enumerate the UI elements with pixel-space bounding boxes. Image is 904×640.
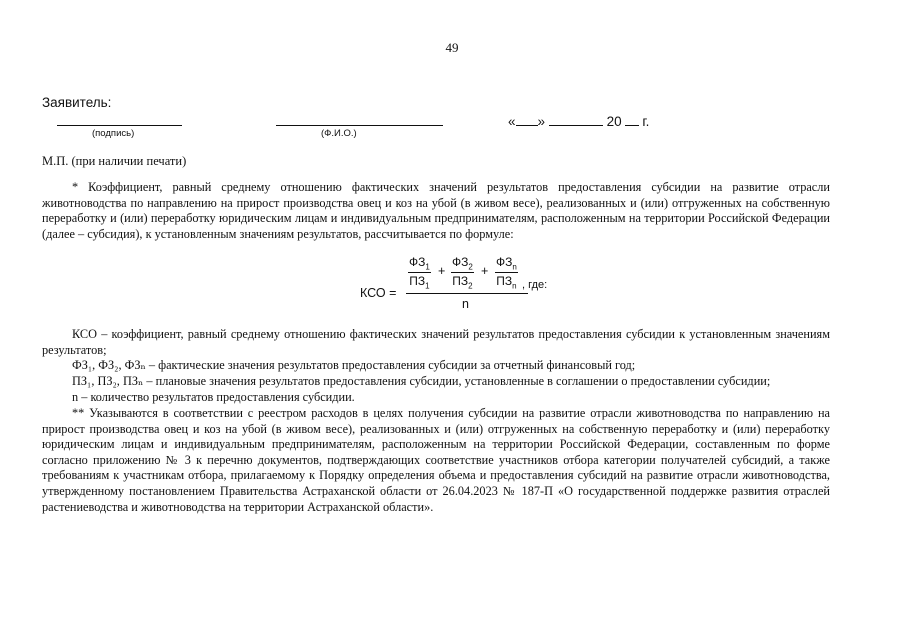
kso-definition: КСО – коэффициент, равный среднему отношению фактических значений результатов предоставления субсидии к установленным значениям результатов;: [42, 327, 830, 357]
n-definition: n – количество результатов предоставления субсидии.: [72, 390, 355, 404]
fraction-n-numerator: $ФЗ_n$: [496, 255, 517, 272]
formula-main-denominator: n: [462, 297, 469, 311]
formula-fraction-n: [495, 255, 518, 291]
pz-definition: ПЗ₁, ПЗ₂, ПЗₙ – плановые значения результатов предоставления субсидии, установленные в соглашении о предоставлении субсидии;: [72, 374, 771, 388]
name-caption: (Ф.И.О.): [321, 128, 357, 139]
page-number: 49: [445, 40, 459, 55]
fraction-2-numerator: $ФЗ_2$: [452, 255, 473, 272]
signature-caption: (подпись): [92, 128, 135, 139]
date-field: [508, 113, 649, 129]
fraction-n-denominator: $ПЗ_n$: [496, 274, 517, 291]
date-open-quote: «: [508, 114, 516, 129]
formula-main-fraction-bar: [406, 293, 528, 294]
footnote-coefficient-definition: * Коэффициент, равный среднему отношению фактических значений результатов предоставления субсидии на развитие отрасли животноводства по направлению на прирост производства овец и коз на убой (в живом весе), реализованных и (или) отгруженных на собственную переработку и (или) переработку юридическим лицам и индивидуальным предпринимателям, расположенным на территории Российской Федерации (далее – субсидия), к установленным значениям результатов, рассчитывается по формуле:: [42, 180, 830, 241]
formula-plus-1: +: [438, 264, 446, 278]
fraction-1-numerator: $ФЗ_1$: [409, 255, 430, 272]
date-year-suffix: г.: [642, 114, 650, 129]
date-close-quote: »: [537, 114, 546, 129]
kso-formula: [360, 255, 580, 317]
fraction-2-denominator: $ПЗ_2$: [452, 274, 473, 291]
signature-line: [57, 125, 182, 126]
footnote-registry-note: ** Указываются в соответствии с реестром расходов в целях получения субсидии на развитие отрасли животноводства по направлению на прирост производства овец и коз на убой (в живом весе), реализованных и (или) отгруженных на собственную переработку и (или) переработку юридическим лицам и индивидуальным предпринимателям, расположенным на территории Российской Федерации, составленным по форме согласно приложению № 3 к перечню документов, подтверждающих соответствие участников отбора категории получателей субсидий, а также требованиям к участникам отбора, прилагаемому к Порядку определения объема и предоставления субсидий на развитие отрасли животноводства, утвержденному постановлением Правительства Астраханской области от 26.04.2023 № 187-П «О государственной поддержке развития отраслей растениеводства и животноводства на территории Астраханской области».: [42, 406, 830, 514]
stamp-note: М.П. (при наличии печати): [42, 154, 187, 168]
date-year-prefix: 20: [606, 114, 622, 129]
name-line: [276, 125, 443, 126]
fraction-1-denominator: $ПЗ_1$: [409, 274, 430, 291]
date-year-blank: [625, 113, 639, 126]
formula-plus-2: +: [481, 264, 489, 278]
formula-suffix: , где:: [522, 279, 548, 291]
applicant-label: Заявитель:: [42, 95, 112, 110]
formula-lhs: КСО =: [360, 286, 397, 300]
formula-fraction-1: [408, 255, 431, 291]
fz-definition: ФЗ₁, ФЗ₂, ФЗₙ – фактические значения результатов предоставления субсидии за отчетный финансовый год;: [72, 358, 636, 372]
date-day-blank: [516, 113, 538, 126]
date-month-blank: [549, 113, 603, 126]
formula-fraction-2: [451, 255, 474, 291]
